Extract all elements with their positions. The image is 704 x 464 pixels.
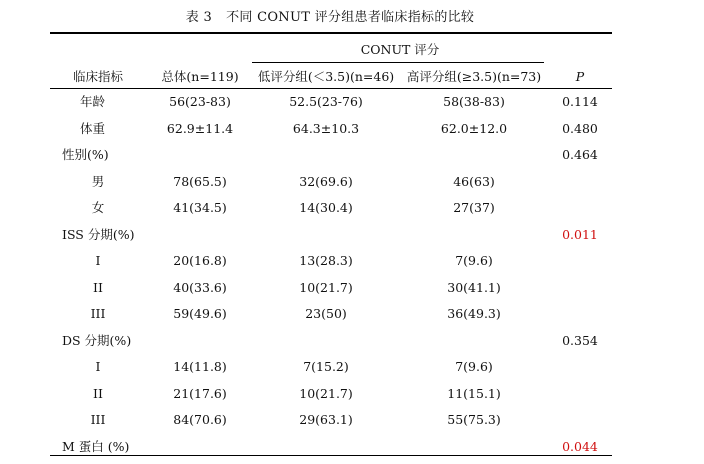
- group-header: CONUT 评分: [360, 42, 440, 57]
- cell-indicator: M 蛋白 (%): [62, 439, 130, 454]
- cell-indicator: 男: [91, 174, 105, 189]
- cell-high-group: 46(63): [453, 174, 495, 189]
- cell-indicator: II: [93, 280, 103, 295]
- cell-low-group: 10(21.7): [299, 386, 353, 401]
- cell-p-value: 0.044: [562, 439, 598, 454]
- cell-total: 78(65.5): [173, 174, 227, 189]
- header-total: 总体(n=119): [161, 69, 239, 84]
- cell-indicator: II: [93, 386, 103, 401]
- cell-high-group: 7(9.6): [455, 359, 493, 374]
- cell-high-group: 27(37): [453, 200, 495, 215]
- cell-low-group: 23(50): [305, 306, 347, 321]
- cell-indicator: III: [90, 412, 106, 427]
- cell-p-value: 0.114: [562, 94, 598, 109]
- cell-indicator: 年龄: [80, 94, 106, 109]
- cell-low-group: 29(63.1): [299, 412, 353, 427]
- cell-p-value: 0.011: [562, 227, 598, 242]
- cell-high-group: 7(9.6): [455, 253, 493, 268]
- cell-low-group: 14(30.4): [299, 200, 353, 215]
- table-caption: [0, 6, 660, 25]
- cell-total: 41(34.5): [173, 200, 227, 215]
- cell-high-group: 30(41.1): [447, 280, 501, 295]
- header-rule: [50, 88, 612, 89]
- cell-total: 40(33.6): [173, 280, 227, 295]
- cell-p-value: 0.354: [562, 333, 598, 348]
- cell-indicator: DS 分期(%): [62, 333, 132, 348]
- cell-indicator: 性别(%): [62, 147, 109, 162]
- cell-p-value: 0.480: [562, 121, 598, 136]
- table-title: 不同 CONUT 评分组患者临床指标的比较: [226, 10, 475, 25]
- bottom-rule: [50, 455, 612, 456]
- group-header-rule: [252, 62, 544, 63]
- cell-total: 62.9±11.4: [166, 121, 234, 136]
- cell-total: 59(49.6): [173, 306, 227, 321]
- cell-total: 56(23-83): [169, 94, 231, 109]
- top-rule: [50, 32, 612, 34]
- cell-total: 21(17.6): [173, 386, 227, 401]
- cell-low-group: 10(21.7): [299, 280, 353, 295]
- cell-low-group: 7(15.2): [303, 359, 349, 374]
- header-p-value: P: [575, 69, 585, 84]
- cell-high-group: 11(15.1): [447, 386, 501, 401]
- cell-low-group: 13(28.3): [299, 253, 353, 268]
- cell-low-group: 32(69.6): [299, 174, 353, 189]
- cell-indicator: I: [95, 359, 101, 374]
- table-number: 表 3: [185, 10, 213, 25]
- header-low-group: 低评分组(＜3.5)(n=46): [257, 69, 395, 84]
- cell-indicator: 女: [91, 200, 105, 215]
- cell-total: 84(70.6): [173, 412, 227, 427]
- cell-high-group: 36(49.3): [447, 306, 501, 321]
- cell-total: 14(11.8): [173, 359, 227, 374]
- cell-low-group: 52.5(23-76): [289, 94, 363, 109]
- cell-high-group: 55(75.3): [447, 412, 501, 427]
- cell-indicator: I: [95, 253, 101, 268]
- header-indicator: 临床指标: [72, 69, 124, 84]
- header-high-group: 高评分组(≥3.5)(n=73): [406, 69, 542, 84]
- cell-low-group: 64.3±10.3: [292, 121, 360, 136]
- cell-indicator: ISS 分期(%): [62, 227, 135, 242]
- cell-p-value: 0.464: [562, 147, 598, 162]
- cell-indicator: III: [90, 306, 106, 321]
- cell-high-group: 62.0±12.0: [440, 121, 508, 136]
- cell-total: 20(16.8): [173, 253, 227, 268]
- cell-high-group: 58(38-83): [443, 94, 505, 109]
- cell-indicator: 体重: [80, 121, 106, 136]
